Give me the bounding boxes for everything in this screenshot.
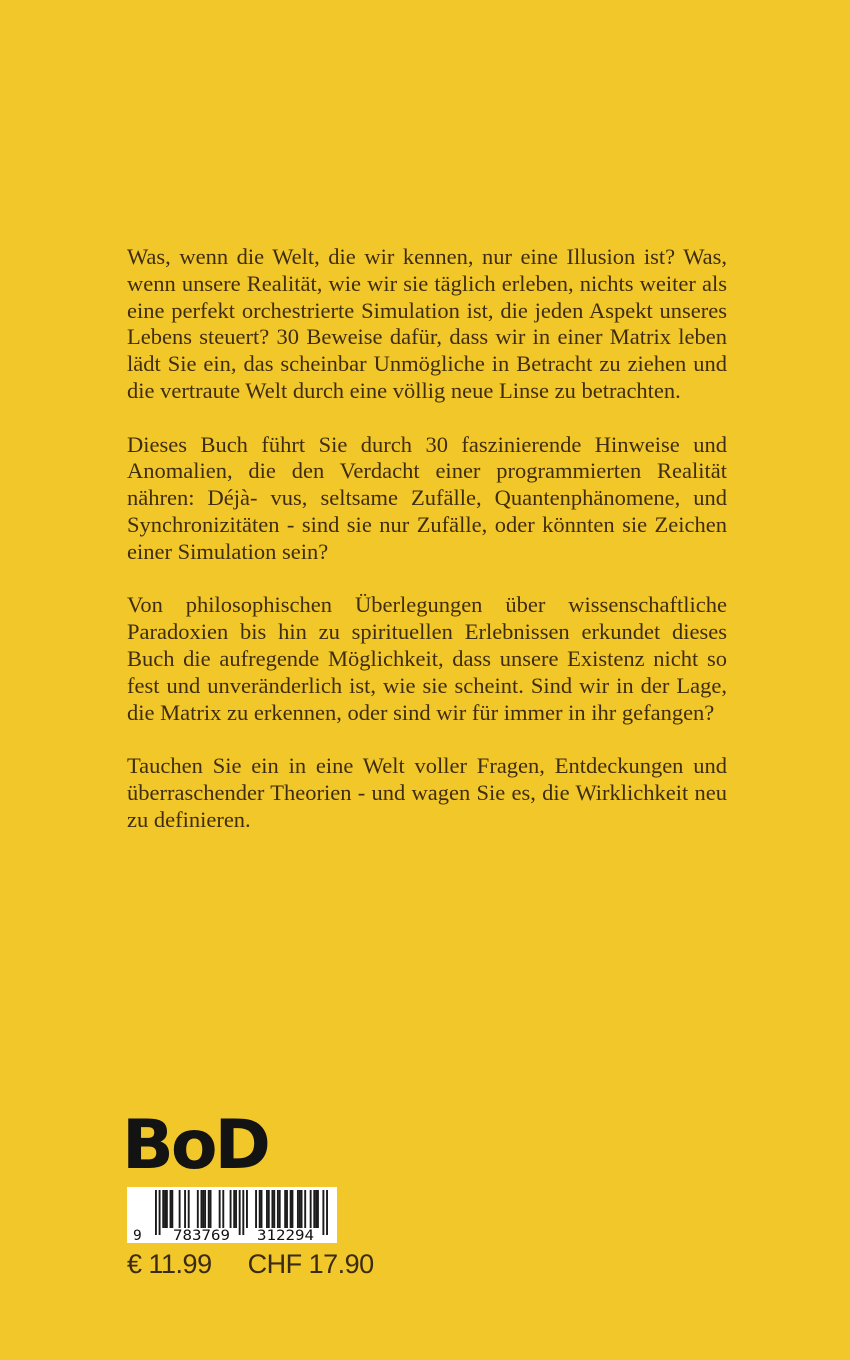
isbn-barcode [127,1187,337,1243]
publisher-logo: BoD [122,1106,268,1185]
price-row [127,1249,374,1280]
blurb-paragraph-2: Dieses Buch führt Sie durch 30 faszinierende Hinweise und Anomalien, die den Verdacht einer programmierten Realität nähren: Déjà- vus, seltsame Zufälle, Quantenphänomene, und Synchronizitäten - sind sie nur Zufälle, oder könnten sie Zeichen einer Simulation sein? [127,431,727,564]
blurb-paragraph-1: Was, wenn die Welt, die wir kennen, nur eine Illusion ist? Was, wenn unsere Realität, wie wir sie täglich erleben, nichts weiter als eine perfekt orchestrierte Simulation ist, die jeden Aspekt unseres Lebens steuert? 30 Beweise dafür, dass wir in einer Matrix leben lädt Sie ein, das scheinbar Unmögliche in Betracht zu ziehen und die vertraute Welt durch eine völlig neue Linse zu betrachten. [127,244,727,403]
svg-text:9: 9 [133,1228,142,1243]
svg-text:783769: 783769 [173,1228,230,1243]
svg-text:312294: 312294 [257,1228,315,1243]
blurb-paragraph-3: Von philosophischen Überlegungen über wissenschaftliche Paradoxien bis hin zu spirituellen Erlebnissen erkundet dieses Buch die aufregende Möglichkeit, dass unsere Existenz nicht so fest und unveränderlich ist, wie sie scheint. Sind wir in der Lage, die Matrix zu erkennen, oder sind wir für immer in ihr gefangen? [127,592,727,725]
price-chf: CHF 17.90 [247,1249,374,1279]
barcode-graphic [127,1187,337,1243]
price-eur: € 11.99 [127,1249,212,1279]
blurb-paragraph-4: Tauchen Sie ein in eine Welt voller Fragen, Entdeckungen und überraschender Theorien - und wagen Sie es, die Wirklichkeit neu zu definieren. [127,753,727,832]
blurb-text [127,244,727,860]
